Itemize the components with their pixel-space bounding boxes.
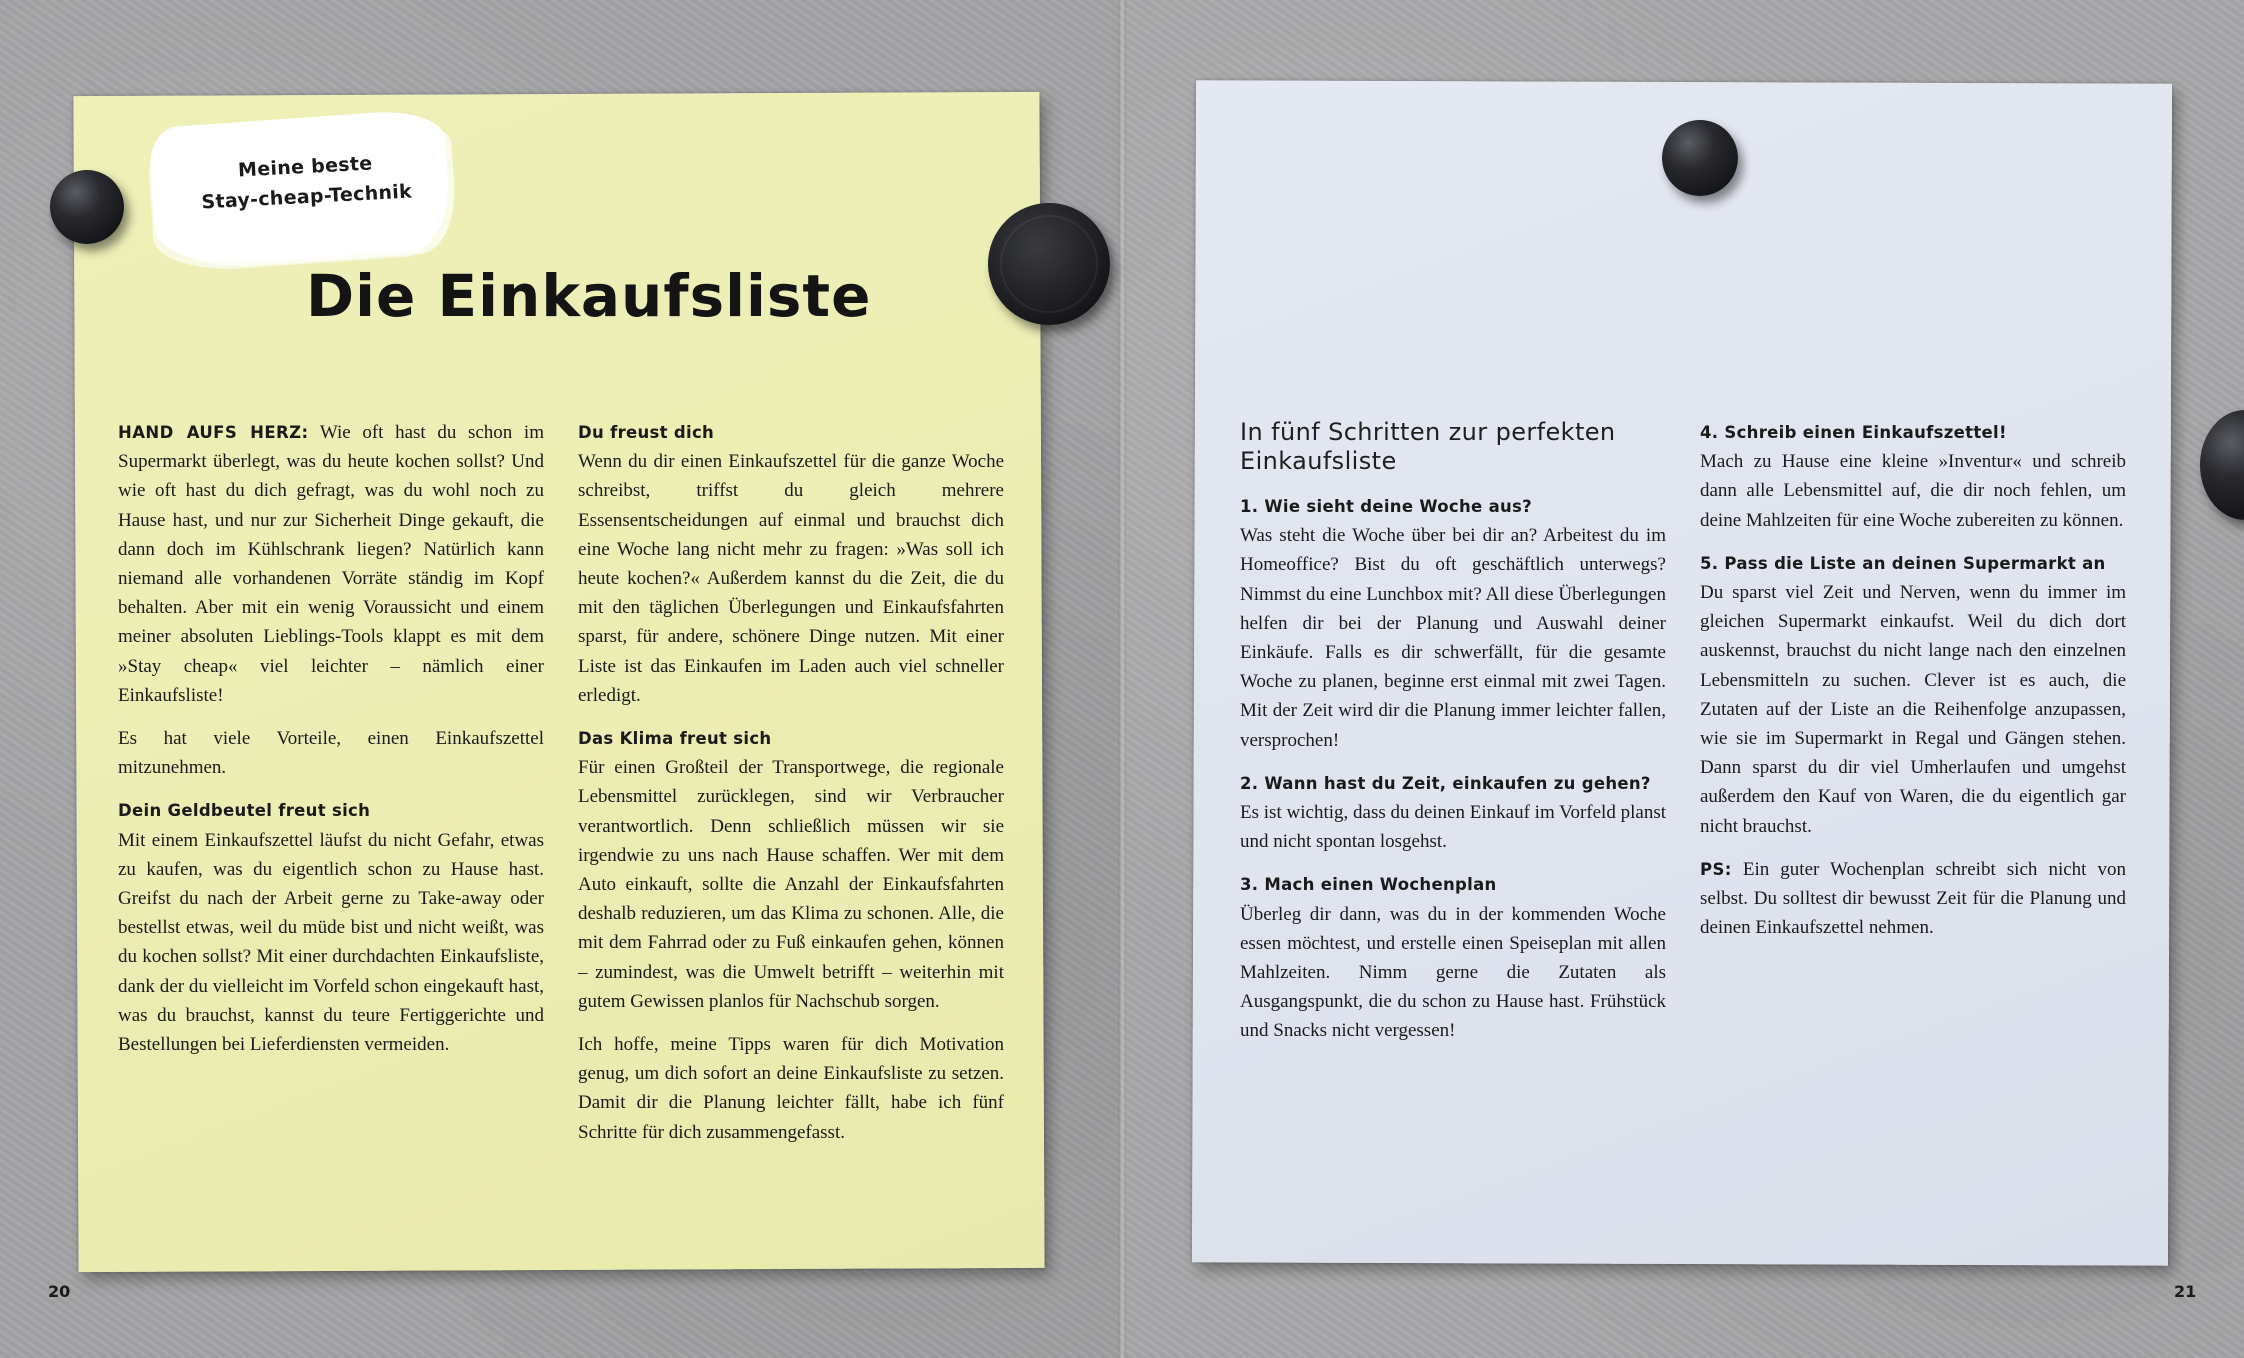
section-label-line2: Stay-cheap-Technik xyxy=(201,180,413,214)
left-column-1 xyxy=(118,418,544,1073)
ps-lead: PS: xyxy=(1700,859,1732,879)
steps-title: In fünf Schritten zur perfekten Einkaufsliste xyxy=(1240,418,1616,475)
ps-text: Ein guter Wochenplan schreibt sich nicht von selbst. Du solltest dir bewusst Zeit für die Planung und deinen Einkaufszettel nehmen. xyxy=(1700,858,2127,939)
step-heading: 3. Mach einen Wochenplan xyxy=(1240,875,1497,895)
magnet-icon xyxy=(988,203,1110,325)
step-text: Was steht die Woche über bei dir an? Arbeitest du im Homeoffice? Bist du oft geschäftlich unterwegs? Nimmst du eine Lunchbox mit? All diese Überlegungen helfen dir bei der Planung und Auswahl deiner Einkäufe. Falls es dir schwerfällt, für die gesamte Woche zu planen, beginne erst einmal mit zwei Tagen. Mit der Zeit wird dir die Planung immer leichter fallen, versprochen! xyxy=(1240,525,1666,751)
page-title: Die Einkaufsliste xyxy=(306,262,872,330)
vorteile-paragraph: Es hat viele Vorteile, einen Einkaufszettel mitzunehmen. xyxy=(118,728,544,779)
hoffe-paragraph: Ich hoffe, meine Tipps waren für dich Motivation genug, um dich sofort an deine Einkaufsliste zu setzen. Damit dir die Planung leichter fällt, habe ich fünf Schritte für dich zusammengefasst. xyxy=(578,1034,1004,1143)
step-text: Du sparst viel Zeit und Nerven, wenn du immer im gleichen Supermarkt einkaufst. Weil du dich dort auskennst, brauchst du nicht lange nach den einzelnen Lebensmitteln zu suchen. Clever ist es auch, die Zutaten auf der Liste an die Reihenfolge anzupassen, wie sie im Supermarkt in Regal und Gängen stehen. Dann sparst du dir viel Umherlaufen und umgehst außerdem den Kauf von Waren, die du eigentlich gar nicht brauchst. xyxy=(1700,582,2126,837)
step-heading: 4. Schreib einen Einkaufszettel! xyxy=(1700,423,2007,442)
geldbeutel-paragraph: Mit einem Einkaufszettel läufst du nicht Gefahr, etwas zu kaufen, was du eigentlich schon zu Hause hast. Greifst du nach der Arbeit gerne zu Take-away oder bestellst etwas, weil du müde bist und nicht weißt, was du kochen sollst? Mit einer durchdachten Einkaufsliste, dank der du vielleicht im Vorfeld schon eingekauft hast, was du brauchst, kannst du teure Fertiggerichte und Bestellungen bei Lieferdiensten vermeiden. xyxy=(118,829,544,1056)
step-heading: 2. Wann hast du Zeit, einkaufen zu gehen? xyxy=(1240,773,1651,793)
step-text: Es ist wichtig, dass du deinen Einkauf im Vorfeld planst und nicht spontan losgehst. xyxy=(1240,802,1666,853)
right-column-2 xyxy=(1700,418,2126,956)
klima-heading: Das Klima freut sich xyxy=(578,729,772,749)
step-heading: 5. Pass die Liste an deinen Supermarkt an xyxy=(1700,553,2106,573)
geldbeutel-heading: Dein Geldbeutel freut sich xyxy=(118,801,371,821)
page-number-right: 21 xyxy=(2174,1282,2197,1301)
book-gutter xyxy=(1118,0,1126,1358)
right-column-1 xyxy=(1240,418,1666,1060)
page-number-left: 20 xyxy=(48,1282,71,1301)
ps-paragraph xyxy=(1700,855,2126,943)
freust-paragraph: Wenn du dir einen Einkaufszettel für die ganze Woche schreibst, triffst du gleich mehrere Essensentscheidungen auf einmal und brauchst dich eine Woche lang nicht mehr zu fragen: »Was soll ich heute kochen?« Außerdem kannst du die Zeit, die du mit den täglichen Überlegungen und Einkaufsfahrten sparst, für andere, schönere Dinge nutzen. Mit einer Liste ist das Einkaufen im Laden auch viel schneller erledigt. xyxy=(578,451,1004,706)
intro-paragraph xyxy=(118,418,544,710)
step-text: Überleg dir dann, was du in der kommenden Woche essen möchtest, und erstelle einen Speiseplan mit allen Mahlzeiten. Nimm gerne die Zutaten als Ausgangspunkt, die du schon zu Hause hast. Frühstück und Snacks nicht vergessen! xyxy=(1240,903,1666,1042)
intro-lead: HAND AUFS HERZ: xyxy=(118,423,309,442)
freust-heading: Du freust dich xyxy=(578,423,715,442)
section-label-line1: Meine beste xyxy=(237,152,373,182)
magnet-icon xyxy=(50,170,124,244)
section-label xyxy=(189,146,424,218)
klima-paragraph: Für einen Großteil der Transportwege, die regionale Lebensmittel zurücklegen, sind wir Verbraucher verantwortlich. Denn schließlich müssen wir sie irgendwie zu uns nach Hause schaffen. Wer mit dem Auto einkauft, sollte die Anzahl der Einkaufsfahrten deshalb reduzieren, um das Klima zu schonen. Alle, die mit dem Fahrrad oder zu Fuß einkaufen gehen, können – zumindest, was die Umwelt betrifft – weiterhin mit gutem Gewissen planlos für Nachschub sorgen. xyxy=(578,757,1004,1012)
step-heading: 1. Wie sieht deine Woche aus? xyxy=(1240,497,1533,516)
left-column-2 xyxy=(578,418,1004,1161)
intro-text: Wie oft hast du schon im Supermarkt überlegt, was du heute kochen sollst? Und wie oft hast du dich gefragt, was du wohl noch zu Hause hast, und nur zur Sicherheit Dinge gekauft, die dann doch im Kühlschrank liegen? Natürlich kann niemand alle vorhandenen Vorräte ständig im Kopf behalten. Aber mit ein wenig Voraussicht und einem meiner absoluten Lieblings-Tools klappt es mit dem »Stay cheap« viel leichter – nämlich einer Einkaufsliste! xyxy=(118,422,544,706)
step-text: Mach zu Hause eine kleine »Inventur« und schreib dann alle Lebensmittel auf, die dir noch fehlen, um deine Mahlzeiten für eine Woche zubereiten zu können. xyxy=(1700,451,2126,531)
magnet-icon xyxy=(1662,120,1738,196)
